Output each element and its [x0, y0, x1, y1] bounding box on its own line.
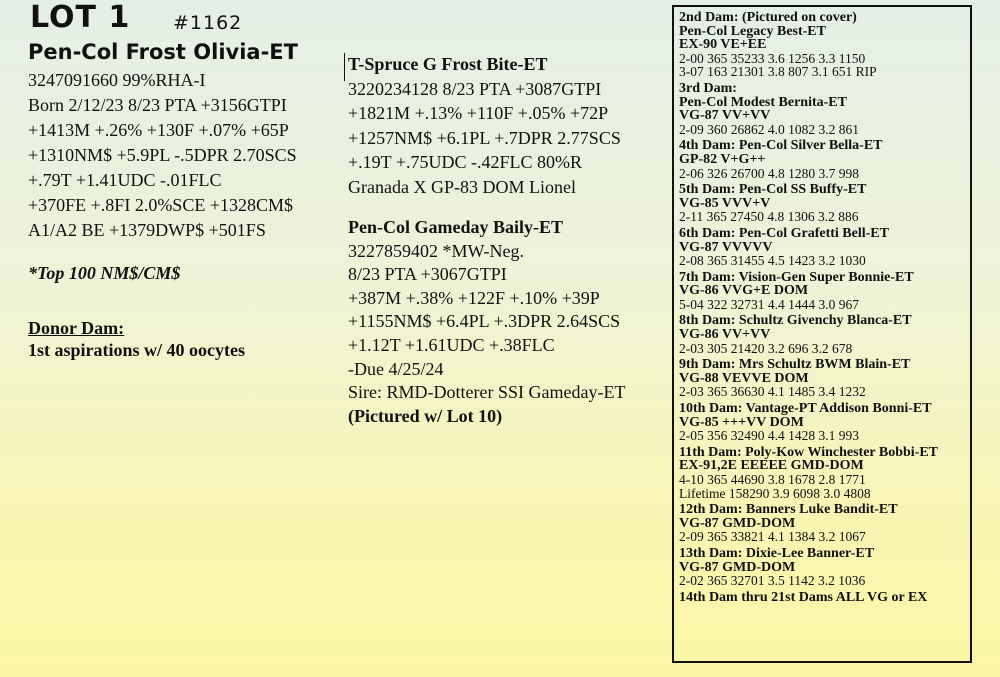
- dam-name-line: Pen-Col Legacy Best-ET: [679, 23, 826, 39]
- animal-detail-line: Born 2/12/23 8/23 PTA +3156GTPI: [28, 95, 287, 115]
- pregnancy-note: (Pictured w/ Lot 10): [348, 405, 503, 426]
- dam-name-line: EX-90 VE+EE: [679, 37, 767, 53]
- lot-title: LOT 1: [30, 0, 131, 35]
- dam-heading: 10th Dam: Vantage-PT Addison Bonni-ET: [679, 401, 932, 417]
- dam-entry: [679, 227, 965, 268]
- dam-name-line: VG-87 GMD-DOM: [679, 559, 796, 575]
- dam-record: 4-10 365 44690 3.8 1678 2.8 1771: [679, 472, 866, 487]
- dam-record: 5-04 322 32731 4.4 1444 3.0 967: [679, 296, 859, 312]
- dam-record: Lifetime 158290 3.9 6098 3.0 4808: [679, 485, 871, 501]
- dam-heading: 13th Dam: Dixie-Lee Banner-ET: [679, 545, 875, 561]
- dam-name-line: VG-85 VVV+V: [679, 195, 771, 211]
- dam-entry: [679, 183, 965, 224]
- dam-name-line: EX-91,2E EEEEE GMD-DOM: [679, 458, 864, 474]
- dam-heading: 2nd Dam: (Pictured on cover): [679, 10, 857, 25]
- dam-entry: [679, 446, 965, 500]
- dam-record: 2-11 365 27450 4.8 1306 3.2 886: [679, 209, 859, 225]
- animal-detail-line: 3247091660 99%RHA-I: [28, 70, 206, 90]
- dam-heading: 5th Dam: Pen-Col SS Buffy-ET: [679, 182, 867, 198]
- dam-name-line: VG-86 VVG+E DOM: [679, 283, 809, 299]
- animal-detail-line: +370FE +.8FI 2.0%SCE +1328CM$: [28, 195, 293, 215]
- dam-record: 2-03 365 36630 4.1 1485 3.4 1232: [679, 384, 866, 400]
- dam-entry: [679, 358, 965, 399]
- dam-name-line: Pen-Col Modest Bernita-ET: [679, 94, 847, 110]
- animal-detail-line: +1310NM$ +5.9PL -.5DPR 2.70SCS: [28, 145, 297, 165]
- dam-heading: 8th Dam: Schultz Givenchy Blanca-ET: [679, 313, 912, 329]
- dam-entry: [679, 82, 965, 136]
- pregnancy-name: Pen-Col Gameday Baily-ET: [348, 217, 563, 237]
- sire-section: [348, 52, 621, 199]
- dam-record: 2-00 365 35233 3.6 1256 3.3 1150: [679, 50, 866, 66]
- dam-record: 2-09 360 26862 4.0 1082 3.2 861: [679, 121, 859, 137]
- donor-text: 1st aspirations w/ 40 oocytes: [28, 340, 245, 360]
- dam-heading: 7th Dam: Vision-Gen Super Bonnie-ET: [679, 269, 914, 285]
- dam-name-line: VG-87 VVVVV: [679, 239, 773, 255]
- sire-detail-line: Granada X GP-83 DOM Lionel: [348, 176, 576, 197]
- animal-detail-line: +.79T +1.41UDC -.01FLC: [28, 170, 222, 190]
- dam-heading: 14th Dam thru 21st Dams ALL VG or EX: [679, 589, 928, 605]
- dam-name-line: GP-82 V+G++: [679, 151, 766, 167]
- pregnancy-detail-line: -Due 4/25/24: [348, 358, 444, 379]
- divider: [344, 53, 345, 81]
- dam-name-line: VG-88 VEVVE DOM: [679, 370, 809, 386]
- animal-detail-line: A1/A2 BE +1379DWP$ +501FS: [28, 220, 266, 240]
- pregnancy-detail-line: +1155NM$ +6.4PL +.3DPR 2.64SCS: [348, 311, 621, 332]
- animal-details: [28, 68, 297, 243]
- dam-name-line: VG-85 +++VV DOM: [679, 414, 804, 430]
- dam-heading: 9th Dam: Mrs Schultz BWM Blain-ET: [679, 357, 911, 373]
- dam-name-line: VG-87 VV+VV: [679, 108, 771, 124]
- dam-entry: [679, 314, 965, 355]
- pregnancy-detail-line: 8/23 PTA +3067GTPI: [348, 264, 507, 285]
- dam-entry: [679, 11, 965, 79]
- dam-entry: [679, 402, 965, 443]
- dam-heading: 6th Dam: Pen-Col Grafetti Bell-ET: [679, 225, 889, 241]
- dam-record: 2-09 365 33821 4.1 1384 3.2 1067: [679, 529, 866, 545]
- pregnancy-detail-line: 3227859402 *MW-Neg.: [348, 240, 524, 261]
- dam-record: 2-03 305 21420 3.2 696 3.2 678: [679, 340, 853, 356]
- dam-name-line: VG-87 GMD-DOM: [679, 515, 796, 531]
- dam-heading: 11th Dam: Poly-Kow Winchester Bobbi-ET: [679, 444, 939, 460]
- dam-entry: [679, 271, 965, 312]
- sire-detail-line: +1257NM$ +6.1PL +.7DPR 2.77SCS: [348, 127, 621, 148]
- dam-record: 2-06 326 26700 4.8 1280 3.7 998: [679, 165, 859, 181]
- dam-record: 2-05 356 32490 4.4 1428 3.1 993: [679, 428, 859, 444]
- dam-name-line: VG-86 VV+VV: [679, 327, 771, 343]
- pregnancy-detail-line: Sire: RMD-Dotterer SSI Gameday-ET: [348, 382, 626, 403]
- dam-record: 2-02 365 32701 3.5 1142 3.2 1036: [679, 573, 866, 589]
- sire-detail-line: +.19T +.75UDC -.42FLC 80%R: [348, 152, 582, 172]
- pregnancy-section: [348, 216, 625, 428]
- pregnancy-detail-line: +1.12T +1.61UDC +.38FLC: [348, 334, 555, 355]
- dam-heading: 12th Dam: Banners Luke Bandit-ET: [679, 502, 898, 518]
- animal-detail-line: +1413M +.26% +130F +.07% +65P: [28, 120, 289, 140]
- pregnancy-detail-line: +387M +.38% +122F +.10% +39P: [348, 287, 600, 308]
- dam-record: 2-08 365 31455 4.5 1423 3.2 1030: [679, 253, 866, 269]
- pedigree-box: [672, 5, 972, 663]
- highlight-text: *Top 100 NM$/CM$: [28, 263, 181, 283]
- dam-entry: [679, 503, 965, 544]
- lot-number: #1162: [173, 12, 243, 34]
- dam-heading: 3rd Dam:: [679, 80, 737, 96]
- sire-detail-line: +1821M +.13% +110F +.05% +72P: [348, 103, 609, 123]
- dam-heading: 4th Dam: Pen-Col Silver Bella-ET: [679, 138, 883, 154]
- donor-heading: Donor Dam:: [28, 318, 125, 338]
- sire-name: T-Spruce G Frost Bite-ET: [348, 54, 548, 74]
- sire-detail-line: 3220234128 8/23 PTA +3087GTPI: [348, 78, 602, 99]
- dam-entry: [679, 547, 965, 588]
- dam-entry: [679, 591, 965, 605]
- animal-name: Pen-Col Frost Olivia-ET: [28, 40, 298, 64]
- dam-entry: [679, 139, 965, 180]
- dam-record: 3-07 163 21301 3.8 807 3.1 651 RIP: [679, 64, 877, 80]
